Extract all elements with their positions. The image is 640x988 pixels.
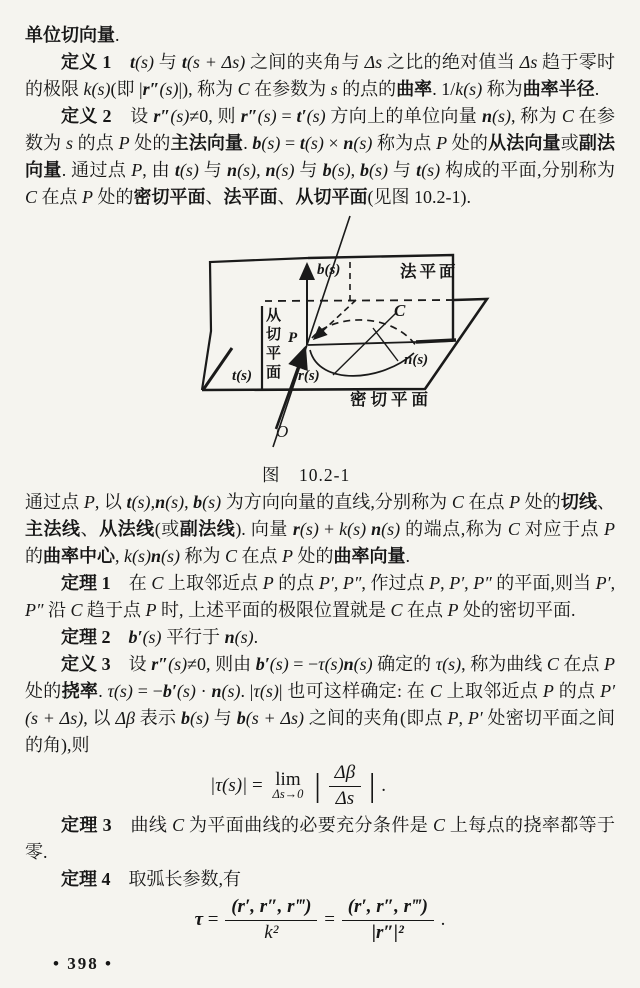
text-segment: C (390, 600, 403, 620)
text-segment: n (343, 654, 354, 674)
text-segment: 之间的夹角与 (245, 52, 365, 72)
text-segment: t′ (296, 106, 307, 126)
text-segment: (s) (135, 52, 154, 72)
text-segment (111, 627, 129, 647)
rectifying-plane-label: 从切平面 (264, 307, 280, 383)
text-segment: (s) (369, 160, 389, 180)
text-segment: Δs (519, 52, 538, 72)
text-segment: b (360, 160, 370, 180)
text-segment: 的点 (273, 573, 319, 593)
text-segment: 副法线 (179, 519, 236, 539)
curve-label: C (394, 301, 406, 320)
text-segment: (s) (353, 654, 373, 674)
text-segment: k(s) (83, 79, 111, 99)
text-segment: 的平面,则当 (491, 573, 596, 593)
text-segment: t (129, 52, 135, 72)
text-segment: , (333, 573, 343, 593)
text-segment: (或 (154, 519, 180, 539)
text-segment: 定理 1 (61, 573, 111, 593)
fraction-numerator: (r′, r″, r‴) (342, 897, 434, 921)
origin-label: O (276, 422, 289, 441)
text-segment: C (546, 654, 559, 674)
text-segment: , (440, 573, 450, 593)
fraction-numerator: (r′, r″, r‴) (225, 897, 317, 921)
text-segment: 趋于点 (82, 600, 146, 620)
text-segment: b′ (162, 681, 177, 701)
text-segment: s (330, 79, 338, 99)
figure-10-2-1 (160, 214, 570, 456)
text-segment: k(s) (339, 519, 367, 539)
text-segment: (s) (381, 519, 401, 539)
fraction-mixed-product-k2 (223, 897, 319, 944)
text-segment: ≠0, 则 (189, 106, 241, 126)
text-segment: b (181, 708, 191, 728)
paragraph-definition-3 (25, 651, 615, 759)
text-segment: C (429, 681, 442, 701)
text-segment: k(s) (455, 79, 483, 99)
text-segment: . 通过点 (61, 160, 132, 180)
left-bar: | (314, 768, 321, 805)
paragraph-lines-through-p (25, 489, 615, 570)
text-segment: P (604, 519, 616, 539)
limit-operator (272, 771, 303, 801)
text-segment: ≠0, 则由 (187, 654, 256, 674)
text-segment: 主法线 (25, 519, 81, 539)
text-segment: , (458, 708, 468, 728)
text-segment: 在点 (463, 492, 510, 512)
text-segment: 单位切向量 (25, 25, 115, 45)
text-segment: 与 (154, 52, 182, 72)
text-segment: 从法向量 (488, 133, 561, 153)
text-segment: 、 (80, 519, 100, 539)
text-segment: n (155, 492, 166, 512)
text-segment: 在点 (402, 600, 448, 620)
text-segment: P′ (595, 573, 611, 593)
text-segment: 主法向量 (170, 133, 244, 153)
text-segment: . (98, 681, 108, 701)
text-segment: , (184, 492, 194, 512)
text-segment: τ(s) (435, 654, 462, 674)
text-segment: , (464, 573, 474, 593)
text-segment: (s) (331, 160, 351, 180)
text-segment: (s) (237, 160, 257, 180)
text-segment: (即 | (110, 79, 143, 99)
text-segment: 与 (209, 708, 237, 728)
text-segment: × (323, 133, 344, 153)
text-segment: 之比的绝对值当 (382, 52, 520, 72)
text-segment: 确定的 (372, 654, 436, 674)
text-segment: 称为 (482, 79, 523, 99)
text-segment: n (150, 546, 161, 566)
text-segment: · (195, 681, 212, 701)
lim-word: lim (275, 769, 301, 791)
text-segment: P″ (342, 573, 362, 593)
text-segment: . (115, 25, 120, 45)
text-segment: , (256, 160, 266, 180)
text-segment: 定理 2 (61, 627, 111, 647)
text-segment: P (145, 600, 157, 620)
text-segment: P (429, 573, 441, 593)
page-number: • 398 • (53, 953, 113, 973)
text-segment: 称为 (180, 546, 225, 566)
text-segment: t (416, 160, 422, 180)
text-segment: b′ (128, 627, 143, 647)
text-segment: b′ (255, 654, 270, 674)
text-segment: ). 向量 (235, 519, 293, 539)
text-segment: P (282, 546, 294, 566)
text-segment: | 也可这样确定: 在 (278, 681, 430, 701)
text-segment: r″ (151, 654, 169, 674)
lim-subscript: Δs→0 (272, 787, 304, 802)
text-segment: 处的 (293, 546, 334, 566)
text-segment: 的 (25, 546, 43, 566)
text-segment: (s) (421, 160, 441, 180)
point-p-label: P (288, 330, 298, 346)
text-segment: 的端点,称为 (400, 519, 508, 539)
text-segment: 为平面曲线的必要充分条件是 (184, 814, 433, 835)
text-segment: 设 (110, 654, 152, 674)
principal-normal-vector-label: n(s) (404, 352, 429, 368)
text-segment: 切线 (560, 492, 598, 512)
text-segment: C (561, 106, 574, 126)
text-segment: 曲率 (396, 79, 433, 99)
text-segment: 上取邻近点 (163, 573, 263, 593)
text-segment: 定义 3 (61, 654, 111, 674)
fraction-dbeta-ds (327, 763, 364, 810)
text-segment: |), 称为 (178, 79, 238, 99)
fraction-denominator: |r″|² (371, 921, 404, 943)
text-segment: 曲率半径 (522, 79, 595, 99)
tangent-vector-label: t(s) (232, 368, 252, 384)
text-segment: b (252, 133, 262, 153)
text-segment: P″ (25, 600, 44, 620)
formula-lhs: τ (194, 908, 204, 930)
text-segment: 处密切平面之间的角),则 (25, 708, 616, 755)
text-segment: Δs (364, 52, 383, 72)
fraction-denominator: k² (264, 921, 279, 943)
text-segment: 挠率 (61, 681, 99, 701)
text-segment: C (151, 573, 164, 593)
text-segment: s (65, 133, 73, 153)
text-segment: (s) (275, 160, 295, 180)
text-segment: 在点 (37, 187, 83, 207)
text-segment: τ(s) (318, 654, 344, 674)
text-segment: (s) (221, 681, 241, 701)
text-segment: P (82, 187, 94, 207)
text-segment: 曲线 (111, 814, 173, 835)
text-segment: P (262, 573, 274, 593)
text-segment: , (350, 160, 361, 180)
text-segment: P (83, 492, 95, 512)
text-segment: 上每点的挠率都等于零. (25, 814, 616, 862)
text-segment: C (225, 546, 238, 566)
formula-lhs: |τ(s)| (209, 774, 248, 796)
text-segment: . 1/ (432, 79, 456, 99)
text-segment: 曲率向量 (333, 546, 406, 566)
text-segment: (s) (179, 160, 199, 180)
text-segment: (s + Δs) (245, 708, 305, 728)
fraction-numerator: Δβ (329, 763, 362, 787)
text-segment: 方向上的单位向量 (325, 106, 482, 126)
text-segment: 处的 (93, 187, 134, 207)
fraction-mixed-product-r2 (340, 897, 436, 944)
text-segment: (s) (304, 133, 324, 153)
equals-sign: = (207, 908, 219, 930)
text-segment: 上取邻近点 (441, 681, 543, 701)
text-segment: 、 (205, 187, 224, 207)
text-segment: + (318, 519, 340, 539)
text-segment: 在点 (558, 654, 604, 674)
paragraph-theorem-3 (25, 812, 615, 866)
text-segment: P (447, 708, 459, 728)
paragraph-definition-1 (25, 49, 615, 103)
text-segment: (s) (306, 106, 326, 126)
text-segment: 与 (198, 160, 228, 180)
text-segment: n (481, 106, 492, 126)
text-segment: n (211, 681, 222, 701)
text-segment: 处的 (129, 133, 171, 153)
text-segment: C (507, 519, 520, 539)
text-segment: P (118, 133, 130, 153)
text-segment: 为方向向量的直线,分别称为 (221, 492, 452, 512)
text-segment: (s) (176, 681, 196, 701)
equals-sign: = (324, 908, 335, 930)
text-segment: = (280, 133, 300, 153)
text-segment: C (432, 814, 445, 835)
text-segment (111, 52, 130, 72)
text-segment: = − (132, 681, 163, 701)
figure-caption: 图 10.2-1 (262, 465, 351, 485)
text-segment: (s) (202, 492, 222, 512)
text-segment: 通过点 (25, 492, 84, 512)
text-segment: r″ (240, 106, 258, 126)
text-segment: C (70, 600, 83, 620)
text-segment: (s) (353, 133, 373, 153)
paragraph-unit-tangent-vector (25, 22, 615, 49)
text-segment: P (447, 600, 459, 620)
paragraph-theorem-1 (25, 570, 615, 624)
text-segment: , 作过点 (361, 573, 430, 593)
text-segment: 定义 1 (61, 52, 112, 72)
text-segment: (s) (161, 546, 180, 566)
text-segment: 、 (277, 187, 296, 207)
text-segment: k(s) (124, 546, 151, 566)
text-segment: τ(s) (253, 681, 279, 701)
paragraph-definition-2 (25, 103, 615, 211)
text-segment: n (343, 133, 354, 153)
osculating-plane-label: 密切平面 (350, 390, 432, 409)
text-segment: , 由 (142, 160, 175, 180)
text-segment: b (322, 160, 332, 180)
text-segment: 定理 4 (61, 868, 111, 889)
text-segment: b (236, 708, 246, 728)
text-segment: r″ (153, 106, 171, 126)
text-segment: 副法向量 (25, 133, 616, 180)
text-segment: 与 (294, 160, 323, 180)
text-segment: t (299, 133, 305, 153)
text-segment: 曲率中心 (43, 546, 115, 566)
text-segment: P (436, 133, 448, 153)
text-segment: , (150, 492, 156, 512)
text-segment: r (292, 519, 300, 539)
text-segment: 与 (388, 160, 417, 180)
text-segment: n (224, 627, 235, 647)
text-segment: 在点 (237, 546, 283, 566)
equals-sign: = (252, 774, 263, 796)
text-segment: 法平面 (223, 187, 278, 207)
text-segment: (s) (261, 133, 281, 153)
text-segment: C (451, 492, 464, 512)
text-segment: t (126, 492, 132, 512)
period: . (440, 908, 446, 930)
text-segment: n (371, 519, 382, 539)
text-segment: 处的密切平面. (458, 600, 576, 620)
text-segment: 的点 (553, 681, 601, 701)
text-segment: 之间的夹角(即点 (304, 708, 448, 728)
text-segment: 定义 2 (61, 106, 112, 126)
normal-plane-label: 法平面 (400, 262, 459, 281)
figure-line-art (160, 214, 570, 456)
text-segment: = − (288, 654, 319, 674)
text-segment: 从法线 (99, 519, 155, 539)
right-bar: | (368, 768, 376, 805)
text-segment: = (276, 106, 297, 126)
text-segment: . (405, 546, 411, 566)
binormal-vector-label: b(s) (317, 262, 341, 278)
text-segment: , 以 (94, 492, 127, 512)
text-segment: 趋于零时的极限 (25, 52, 616, 99)
text-segment: . (253, 627, 259, 647)
text-segment: , 称为 (510, 106, 562, 126)
text-segment: . | (240, 681, 254, 701)
text-segment: 处的 (520, 492, 561, 512)
text-segment: , (115, 546, 124, 566)
text-segment: C (237, 79, 250, 99)
text-segment: 取弧长参数,有 (110, 868, 241, 889)
text-segment: 称为点 (372, 133, 437, 153)
text-segment: (见图 10.2-1). (367, 187, 471, 207)
text-segment: (s + Δs) (186, 52, 246, 72)
text-segment: 设 (111, 106, 154, 126)
text-segment: 处的 (447, 133, 489, 153)
text-segment: 从切平面 (295, 187, 368, 207)
text-segment: 在参数为 (249, 79, 331, 99)
text-segment: 密切平面 (133, 187, 206, 207)
text-segment: (s) (257, 106, 277, 126)
text-segment: (s) (234, 627, 254, 647)
text-segment: P′(s + Δs) (25, 681, 616, 728)
text-segment: P′ (449, 573, 465, 593)
text-segment: (s) (190, 708, 210, 728)
text-segment: τ(s) (107, 681, 133, 701)
text-segment: C (172, 814, 185, 835)
text-segment: (s) (168, 654, 188, 674)
text-segment: 表示 (135, 708, 182, 728)
text-segment: , 称为曲线 (461, 654, 547, 674)
text-segment: 在参数为 (25, 106, 616, 153)
paragraph-theorem-2 (25, 624, 615, 651)
text-segment: n (265, 160, 276, 180)
text-segment: r″ (142, 79, 160, 99)
text-segment: n (227, 160, 238, 180)
text-segment: P (509, 492, 521, 512)
text-segment: (s) (131, 492, 151, 512)
position-vector-label: r(s) (298, 368, 320, 384)
text-segment: P (131, 160, 143, 180)
text-segment: P (542, 681, 554, 701)
fraction-denominator: Δs (335, 787, 355, 809)
period: . (381, 774, 387, 796)
text-segment: (s) (491, 106, 511, 126)
text-segment: 的点 (72, 133, 119, 153)
text-segment: 、 (597, 492, 616, 512)
text-segment: . (243, 133, 253, 153)
text-segment: 构成的平面,分别称为 (440, 160, 616, 180)
formula-torsion-expression (25, 897, 615, 944)
text-segment: (s) (159, 79, 179, 99)
text-segment: (s) (269, 654, 289, 674)
text-segment: 处的 (25, 681, 62, 701)
text-segment: P″ (473, 573, 492, 593)
text-segment: 定理 3 (61, 814, 112, 835)
text-segment: P (604, 654, 615, 674)
paragraph-theorem-4 (25, 866, 615, 893)
text-segment: 平行于 (161, 627, 225, 647)
text-segment: (s) (170, 106, 190, 126)
text-segment: 的点的 (337, 79, 397, 99)
text-segment: 在 (110, 573, 152, 593)
text-segment: t (174, 160, 180, 180)
text-segment: , 以 (83, 708, 116, 728)
text-segment: (s) (165, 492, 185, 512)
text-segment: . (594, 79, 600, 99)
text-segment: , (610, 573, 616, 593)
formula-torsion-limit (25, 763, 615, 810)
text-segment: b (193, 492, 203, 512)
text-segment: P′ (467, 708, 483, 728)
text-segment: (s) (299, 519, 319, 539)
text-segment: Δβ (115, 708, 136, 728)
text-segment: C (25, 187, 38, 207)
text-segment: 对应于点 (519, 519, 605, 539)
text-segment: (s) (142, 627, 162, 647)
text-segment: P′ (318, 573, 334, 593)
text-segment: t (181, 52, 187, 72)
text-segment: 或 (560, 133, 579, 153)
vector-arrows (276, 264, 307, 429)
curve-and-lines (273, 216, 456, 447)
text-segment: 沿 (43, 600, 71, 620)
text-segment: 时, 上述平面的极限位置就是 (156, 600, 391, 620)
